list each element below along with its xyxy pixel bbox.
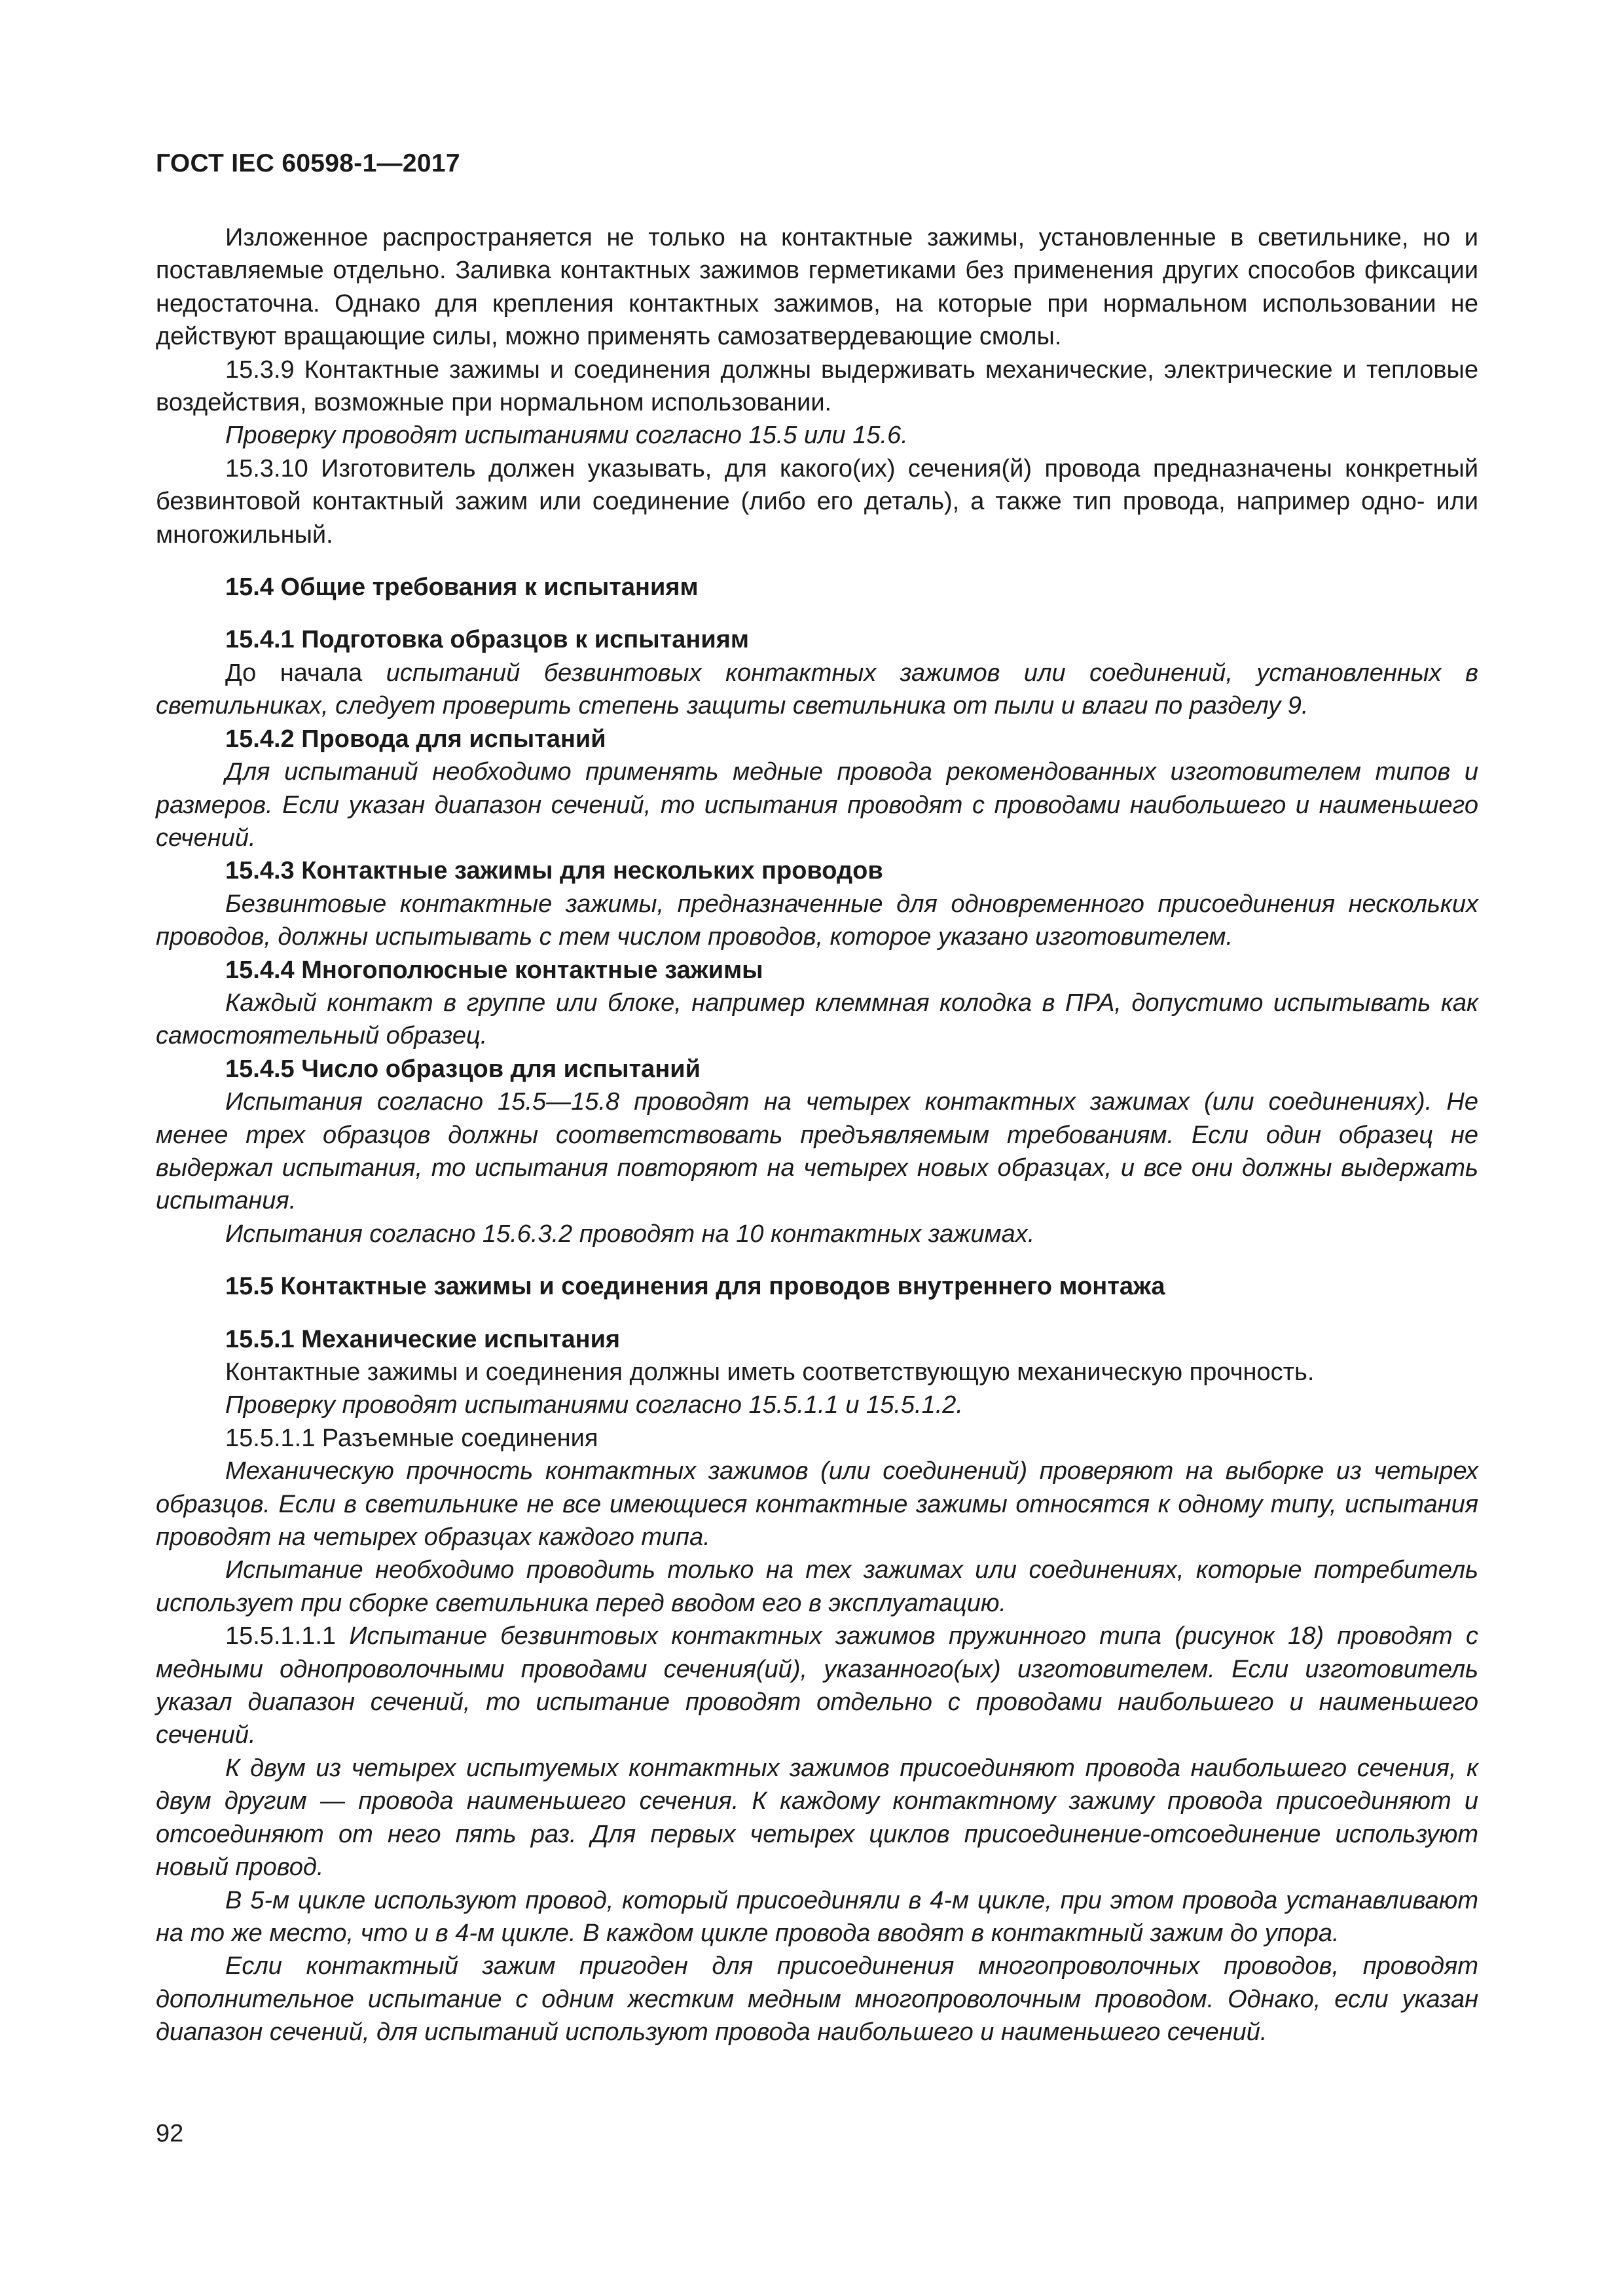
paragraph: Испытания согласно 15.5—15.8 проводят на четырех контактных зажимах (или соединениях). Не менее трех образцов должны соответствовать предъявляемым требованиям. Если один образец не выдержал испытания, то испытания повторяют на четырех новых образцах, и все они должны выдержать испытания. bbox=[156, 1088, 1478, 1215]
section-heading: 15.5 Контактные зажимы и соединения для проводов внутреннего монтажа bbox=[225, 1273, 1165, 1301]
paragraph: Проверку проводят испытаниями согласно 15.5.1.1 и 15.5.1.2. bbox=[225, 1391, 963, 1419]
paragraph: Изложенное распространяется не только на контактные зажимы, установленные в светильнике, но и поставляемые отдельно. Заливка контактных зажимов герметиками без применения других способов фиксации недостаточна. Однако для крепления контактных зажимов, на которые при нормальном использовании не действуют вращающие силы, можно применять самозатвердевающие смолы. bbox=[156, 224, 1478, 351]
paragraph: Проверку проводят испытаниями согласно 15.5 или 15.6. bbox=[225, 422, 908, 450]
subsection-heading: 15.5.1 Механические испытания bbox=[225, 1325, 621, 1353]
paragraph: 15.3.10 Изготовитель должен указывать, для какого(их) сечения(й) провода предназначены конкретный безвинтовой контактный зажим или соединение (либо его деталь), а также тип провода, например одно- или многожильный. bbox=[156, 454, 1478, 549]
paragraph-italic: испытаний безвинтовых контактных зажимов или соединений, установленных в светильниках, следует проверить степень защиты светильника от пыли и влаги по разделу 9. bbox=[156, 659, 1478, 720]
paragraph bbox=[156, 657, 1478, 723]
subsection-heading: 15.4.1 Подготовка образцов к испытаниям bbox=[225, 626, 750, 654]
paragraph: Испытания согласно 15.6.3.2 проводят на 10 контактных зажимах. bbox=[225, 1220, 1035, 1248]
paragraph bbox=[156, 1620, 1478, 1752]
paragraph-lead: До начала bbox=[225, 659, 386, 687]
paragraph: Если контактный зажим пригоден для присоединения многопроволочных проводов, проводят дополнительное испытание с одним жестким медным многопроволочным проводом. Однако, если указан диапазон сечений, для испытаний используют провода наибольшего и наименьшего сечений. bbox=[156, 1952, 1478, 2047]
subsection-heading: 15.4.5 Число образцов для испытаний bbox=[225, 1055, 701, 1083]
paragraph: 15.5.1.1 Разъемные соединения bbox=[225, 1424, 598, 1452]
document-body bbox=[156, 221, 1478, 2049]
paragraph: В 5-м цикле используют провод, который присоединяли в 4-м цикле, при этом провода устанавливают на то же место, что и в 4-м цикле. В каждом цикле провода вводят в контактный зажим до упора. bbox=[156, 1886, 1478, 1947]
paragraph: Механическую прочность контактных зажимов (или соединений) проверяют на выборке из четырех образцов. Если в светильнике не все имеющиеся контактные зажимы относятся к одному типу, испытания проводят на четырех образцах каждого типа. bbox=[156, 1457, 1478, 1552]
paragraph: К двум из четырех испытуемых контактных зажимов присоединяют провода наибольшего сечения, к двум другим — провода наименьшего сечения. К каждому контактному зажиму провода присоединяют и отсоединяют от него пять раз. Для первых четырех циклов присоединение-отсоединение используют новый провод. bbox=[156, 1754, 1478, 1882]
paragraph: Испытание необходимо проводить только на тех зажимах или соединениях, которые потребитель использует при сборке светильника перед вводом его в эксплуатацию. bbox=[156, 1556, 1478, 1617]
subsection-heading: 15.4.3 Контактные зажимы для нескольких проводов bbox=[225, 857, 883, 885]
paragraph: 15.3.9 Контактные зажимы и соединения должны выдерживать механические, электрические и тепловые воздействия, возможные при нормальном использовании. bbox=[156, 355, 1478, 417]
paragraph: Каждый контакт в группе или блоке, например клеммная колодка в ПРА, допустимо испытывать как самостоятельный образец. bbox=[156, 989, 1478, 1050]
document-header: ГОСТ IEC 60598-1—2017 bbox=[156, 149, 460, 177]
paragraph: Безвинтовые контактные зажимы, предназначенные для одновременного присоединения нескольких проводов, должны испытывать с тем числом проводов, которое указано изготовителем. bbox=[156, 890, 1478, 951]
paragraph: Для испытаний необходимо применять медные провода рекомендованных изготовителем типов и размеров. Если указан диапазон сечений, то испытания проводят с проводами наибольшего и наименьшего сечений. bbox=[156, 758, 1478, 852]
subsection-heading: 15.4.2 Провода для испытаний bbox=[225, 725, 606, 753]
paragraph-italic: Испытание безвинтовых контактных зажимов пружинного типа (рисунок 18) проводят с медными однопроволочными проводами сечения(ий), указанного(ых) изготовителем. Если изготовитель указал диапазон сечений, то испытание проводят отдельно с проводами наибольшего и наименьшего сечений. bbox=[156, 1622, 1479, 1749]
clause-number: 15.5.1.1.1 bbox=[225, 1622, 350, 1650]
paragraph: Контактные зажимы и соединения должны иметь соответствующую механическую прочность. bbox=[225, 1358, 1315, 1386]
section-heading: 15.4 Общие требования к испытаниям bbox=[225, 574, 699, 602]
page-number: 92 bbox=[156, 2120, 184, 2147]
subsection-heading: 15.4.4 Многополюсные контактные зажимы bbox=[225, 956, 763, 984]
